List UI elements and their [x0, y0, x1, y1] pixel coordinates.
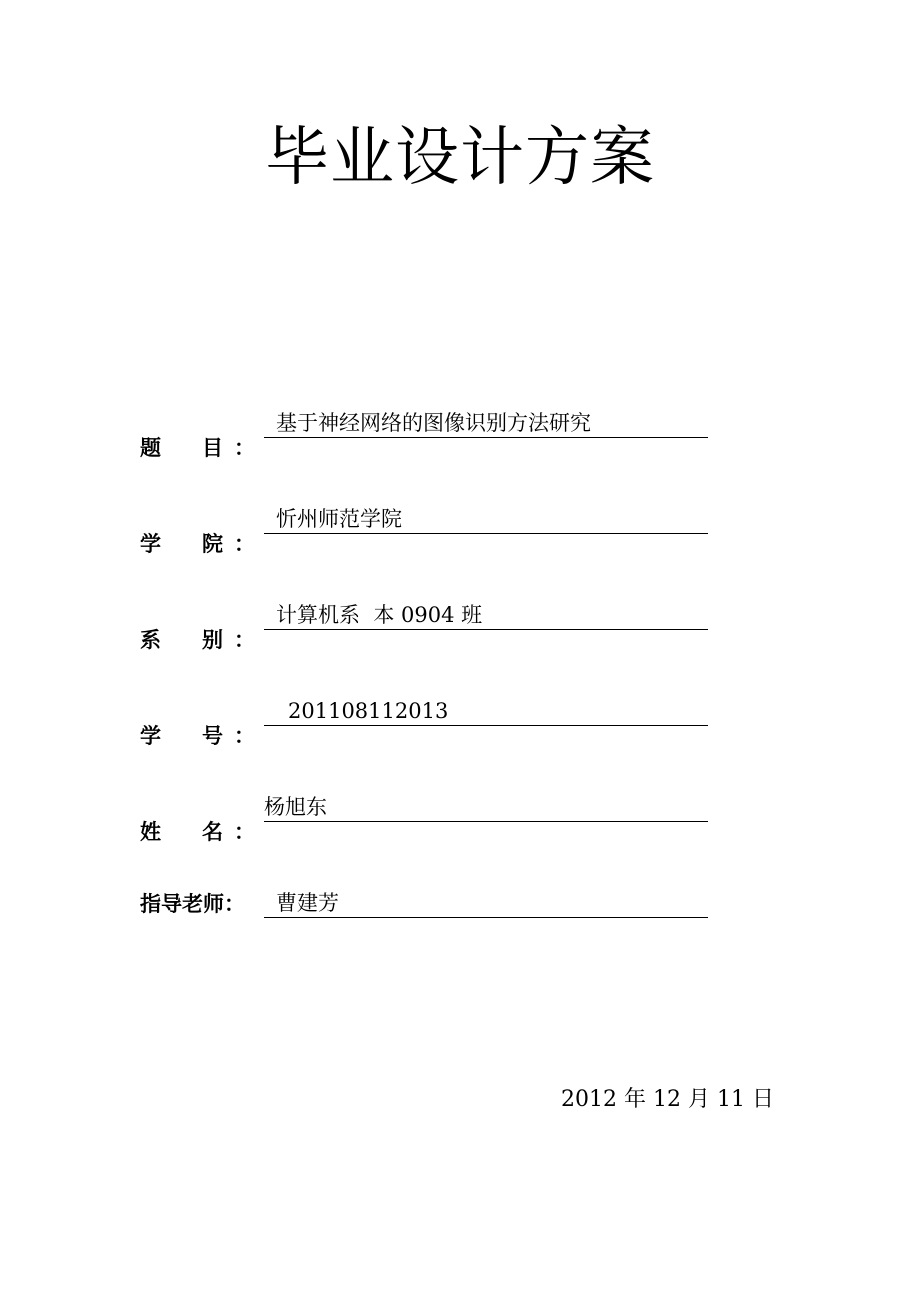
label-char: 号 — [202, 724, 223, 748]
label-char: 别 — [202, 628, 223, 652]
field-value-advisor: 曹建芳 — [276, 891, 339, 915]
label-char: 名 — [202, 820, 223, 844]
label-char: 学 — [140, 532, 161, 556]
label-colon: ： — [234, 820, 255, 844]
field-value-college: 忻州师范学院 — [276, 507, 402, 531]
label-char: 目 — [202, 436, 223, 460]
field-value-name: 杨旭东 — [264, 795, 327, 819]
field-underline — [264, 407, 708, 438]
label-char: 系 — [140, 628, 161, 652]
label-colon: ： — [234, 724, 255, 748]
field-underline — [264, 599, 708, 630]
field-value-topic: 基于神经网络的图像识别方法研究 — [276, 411, 591, 435]
field-value-department: 计算机系 本 0904 班 — [276, 603, 483, 627]
label-char: 题 — [140, 436, 161, 460]
field-underline — [264, 791, 708, 822]
label-char: 院 — [202, 532, 223, 556]
label-colon: ： — [234, 628, 255, 652]
document-date: 2012 年 12 月 11 日 — [561, 1087, 774, 1112]
label-char: 学 — [140, 724, 161, 748]
label-colon: ： — [234, 436, 255, 460]
field-underline — [264, 887, 708, 918]
document-title: 毕业设计方案 — [265, 121, 655, 195]
label-colon: ： — [234, 532, 255, 556]
field-underline — [264, 695, 708, 726]
field-underline — [264, 503, 708, 534]
field-label: 指导老师： — [140, 892, 245, 916]
label-char: 姓 — [140, 820, 161, 844]
field-value-student-id: 201108112013 — [288, 699, 449, 723]
